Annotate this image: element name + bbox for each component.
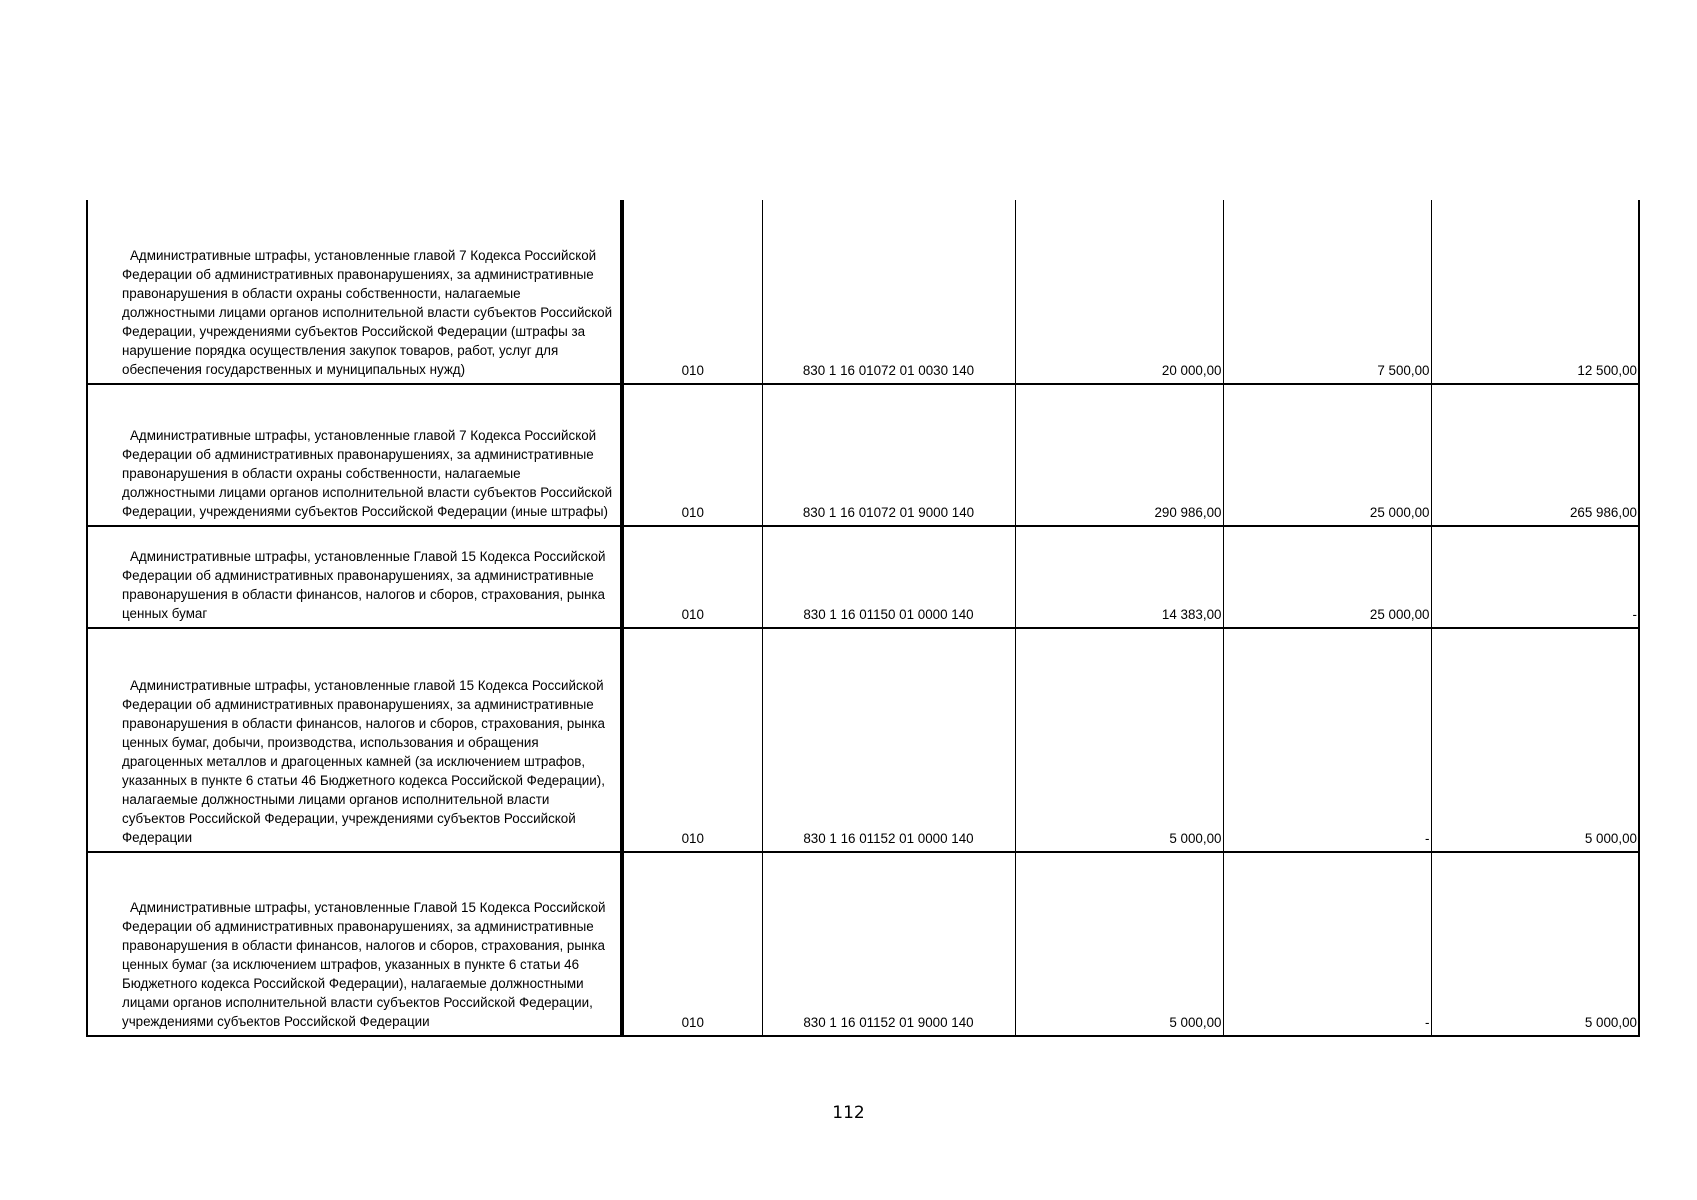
row-budget-code: 830 1 16 01152 01 0000 140 — [762, 628, 1015, 852]
row-executed: 25 000,00 — [1223, 526, 1431, 628]
row-approved: 20 000,00 — [1015, 200, 1223, 384]
row-approved: 5 000,00 — [1015, 852, 1223, 1036]
row-name: Административные штрафы, установленные главой 7 Кодекса Российской Федерации об административных правонарушениях, за административные правонарушения в области охраны собственности, налагаемые должностными лицами органов исполнительной власти субъектов Российской Федерации, учреждениями субъектов Российской Федерации (штрафы за нарушение порядка осуществления закупок товаров, работ, услуг для обеспечения государственных и муниципальных нужд) — [87, 200, 622, 384]
row-approved: 14 383,00 — [1015, 526, 1223, 628]
row-approved: 290 986,00 — [1015, 384, 1223, 526]
table-row — [87, 526, 1639, 628]
row-name: Административные штрафы, установленные главой 7 Кодекса Российской Федерации об административных правонарушениях, за административные правонарушения в области охраны собственности, налагаемые должностными лицами органов исполнительной власти субъектов Российской Федерации, учреждениями субъектов Российской Федерации (иные штрафы) — [87, 384, 622, 526]
row-unexecuted: 265 986,00 — [1431, 384, 1639, 526]
row-unexecuted: 5 000,00 — [1431, 852, 1639, 1036]
row-budget-code: 830 1 16 01072 01 9000 140 — [762, 384, 1015, 526]
page-number: 112 — [832, 1103, 865, 1123]
row-line-code: 010 — [622, 200, 762, 384]
row-executed: - — [1223, 852, 1431, 1036]
row-unexecuted: 12 500,00 — [1431, 200, 1639, 384]
row-name: Административные штрафы, установленные Главой 15 Кодекса Российской Федерации об административных правонарушениях, за административные правонарушения в области финансов, налогов и сборов, страхования, рынка ценных бумаг (за исключением штрафов, указанных в пункте 6 статьи 46 Бюджетного кодекса Российской Федерации), налагаемые должностными лицами органов исполнительной власти субъектов Российской Федерации, учреждениями субъектов Российской Федерации — [87, 852, 622, 1036]
row-line-code: 010 — [622, 852, 762, 1036]
row-approved: 5 000,00 — [1015, 628, 1223, 852]
row-executed: 25 000,00 — [1223, 384, 1431, 526]
row-budget-code: 830 1 16 01072 01 0030 140 — [762, 200, 1015, 384]
row-unexecuted: 5 000,00 — [1431, 628, 1639, 852]
row-executed: 7 500,00 — [1223, 200, 1431, 384]
table-row — [87, 200, 1639, 384]
row-unexecuted: - — [1431, 526, 1639, 628]
table-row — [87, 628, 1639, 852]
table-row — [87, 384, 1639, 526]
row-name: Административные штрафы, установленные главой 15 Кодекса Российской Федерации об административных правонарушениях, за административные правонарушения в области финансов, налогов и сборов, страхования, рынка ценных бумаг, добычи, производства, использования и обращения драгоценных металлов и драгоценных камней (за исключением штрафов, указанных в пункте 6 статьи 46 Бюджетного кодекса Российской Федерации), налагаемые должностными лицами органов исполнительной власти субъектов Российской Федерации, учреждениями субъектов Российской Федерации — [87, 628, 622, 852]
row-line-code: 010 — [622, 384, 762, 526]
table-row — [87, 852, 1639, 1036]
row-line-code: 010 — [622, 526, 762, 628]
row-budget-code: 830 1 16 01150 01 0000 140 — [762, 526, 1015, 628]
row-budget-code: 830 1 16 01152 01 9000 140 — [762, 852, 1015, 1036]
revenue-table — [86, 200, 1640, 1037]
row-name: Административные штрафы, установленные Главой 15 Кодекса Российской Федерации об административных правонарушениях, за административные правонарушения в области финансов, налогов и сборов, страхования, рынка ценных бумаг — [87, 526, 622, 628]
row-executed: - — [1223, 628, 1431, 852]
row-line-code: 010 — [622, 628, 762, 852]
